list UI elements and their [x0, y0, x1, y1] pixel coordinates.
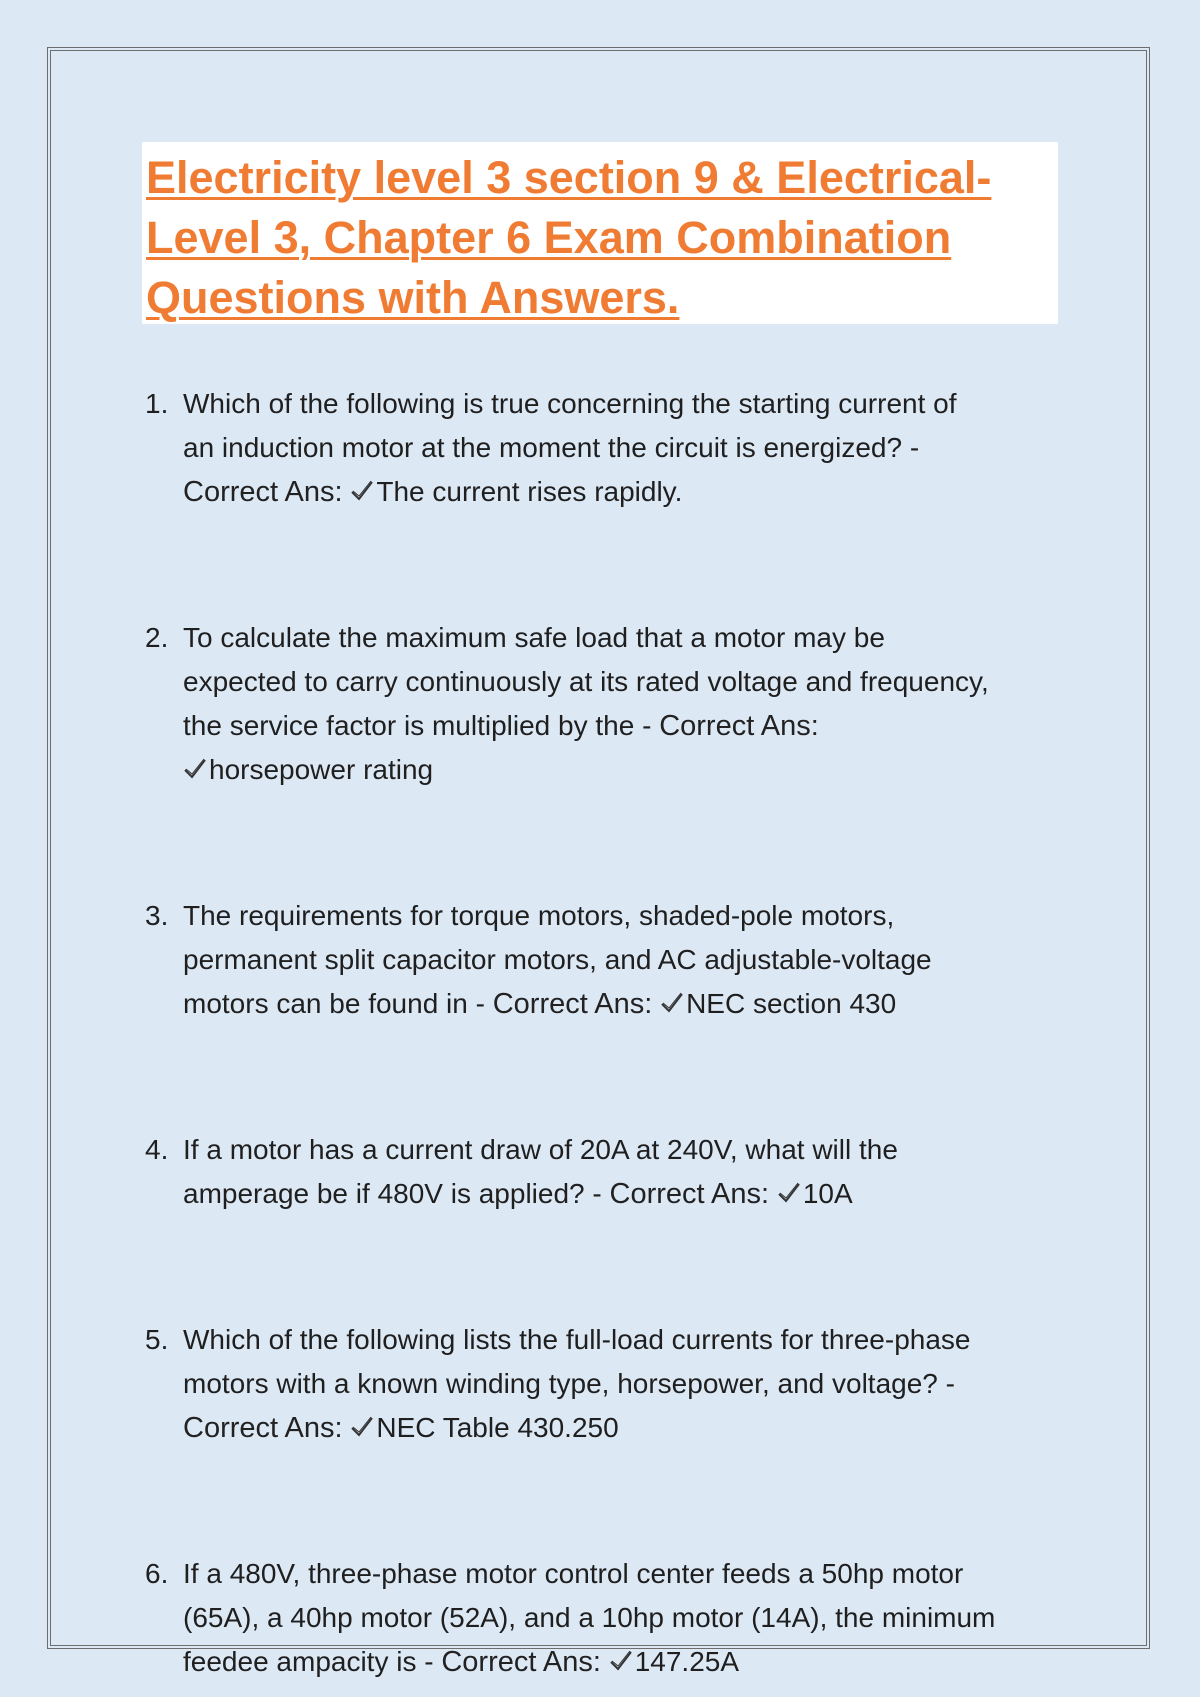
- title-box: [142, 142, 1058, 324]
- check-icon: [660, 991, 684, 1015]
- check-icon: [350, 1415, 374, 1439]
- question-text: [183, 1324, 971, 1443]
- question-line: amperage be if 480V is applied? -: [183, 1178, 602, 1209]
- answer-label: Correct Ans:: [183, 1412, 343, 1444]
- answer-label: Correct Ans:: [609, 1178, 770, 1210]
- question-item-6: [145, 1552, 1075, 1684]
- answer-text: The current rises rapidly.: [376, 476, 683, 507]
- answer-label: Correct Ans:: [183, 476, 343, 508]
- question-item-5: [145, 1318, 1075, 1450]
- question-number: 1.: [145, 388, 169, 419]
- question-item-2: [145, 616, 1075, 792]
- answer-text: horsepower rating: [209, 754, 434, 785]
- question-number: 6.: [145, 1558, 169, 1589]
- question-number: 4.: [145, 1134, 169, 1165]
- question-line: feedee ampacity is -: [183, 1646, 434, 1677]
- question-line: If a 480V, three-phase motor control center feeds a 50hp motor: [183, 1558, 964, 1589]
- answer-label: Correct Ans:: [492, 988, 653, 1020]
- question-number: 3.: [145, 900, 169, 931]
- question-item-3: [145, 894, 1075, 1026]
- question-line: (65A), a 40hp motor (52A), and a 10hp motor (14A), the minimum: [183, 1602, 996, 1633]
- question-number: 5.: [145, 1324, 169, 1355]
- answer-text: NEC section 430: [686, 988, 897, 1019]
- question-text: [183, 900, 932, 1019]
- question-line: motors with a known winding type, horsepower, and voltage? -: [183, 1368, 955, 1399]
- check-icon: [609, 1649, 633, 1673]
- question-line: Which of the following is true concerning the starting current of: [183, 388, 957, 419]
- title-line-2: Level 3, Chapter 6 Exam Combination: [146, 212, 952, 263]
- question-line: The requirements for torque motors, shaded-pole motors,: [183, 900, 895, 931]
- answer-text: 10A: [802, 1178, 853, 1209]
- answer-label: Correct Ans:: [659, 710, 819, 742]
- question-text: [183, 1134, 898, 1209]
- answer-label: Correct Ans:: [441, 1646, 601, 1678]
- question-line: If a motor has a current draw of 20A at 240V, what will the: [183, 1134, 898, 1165]
- question-list: [145, 382, 1075, 1684]
- check-icon: [777, 1181, 801, 1205]
- question-line: motors can be found in -: [183, 988, 485, 1019]
- title-line-1: Electricity level 3 section 9 & Electrical-: [146, 152, 992, 203]
- title-line-3: Questions with Answers.: [146, 272, 680, 323]
- question-line: an induction motor at the moment the circuit is energized? -: [183, 432, 920, 463]
- question-line: Which of the following lists the full-load currents for three-phase: [183, 1324, 971, 1355]
- question-line: the service factor is multiplied by the -: [183, 710, 652, 741]
- question-text: [183, 388, 957, 507]
- question-line: permanent split capacitor motors, and AC adjustable-voltage: [183, 944, 932, 975]
- document-title: [146, 148, 1058, 328]
- question-text: [183, 1558, 995, 1677]
- question-item-1: [145, 382, 1075, 514]
- question-text: [183, 622, 989, 785]
- question-line: expected to carry continuously at its rated voltage and frequency,: [183, 666, 989, 697]
- answer-text: NEC Table 430.250: [376, 1412, 619, 1443]
- question-line: To calculate the maximum safe load that a motor may be: [183, 622, 885, 653]
- check-icon: [350, 479, 374, 503]
- question-number: 2.: [145, 622, 169, 653]
- question-item-4: [145, 1128, 1075, 1216]
- check-icon: [183, 757, 207, 781]
- answer-text: 147.25A: [634, 1646, 740, 1677]
